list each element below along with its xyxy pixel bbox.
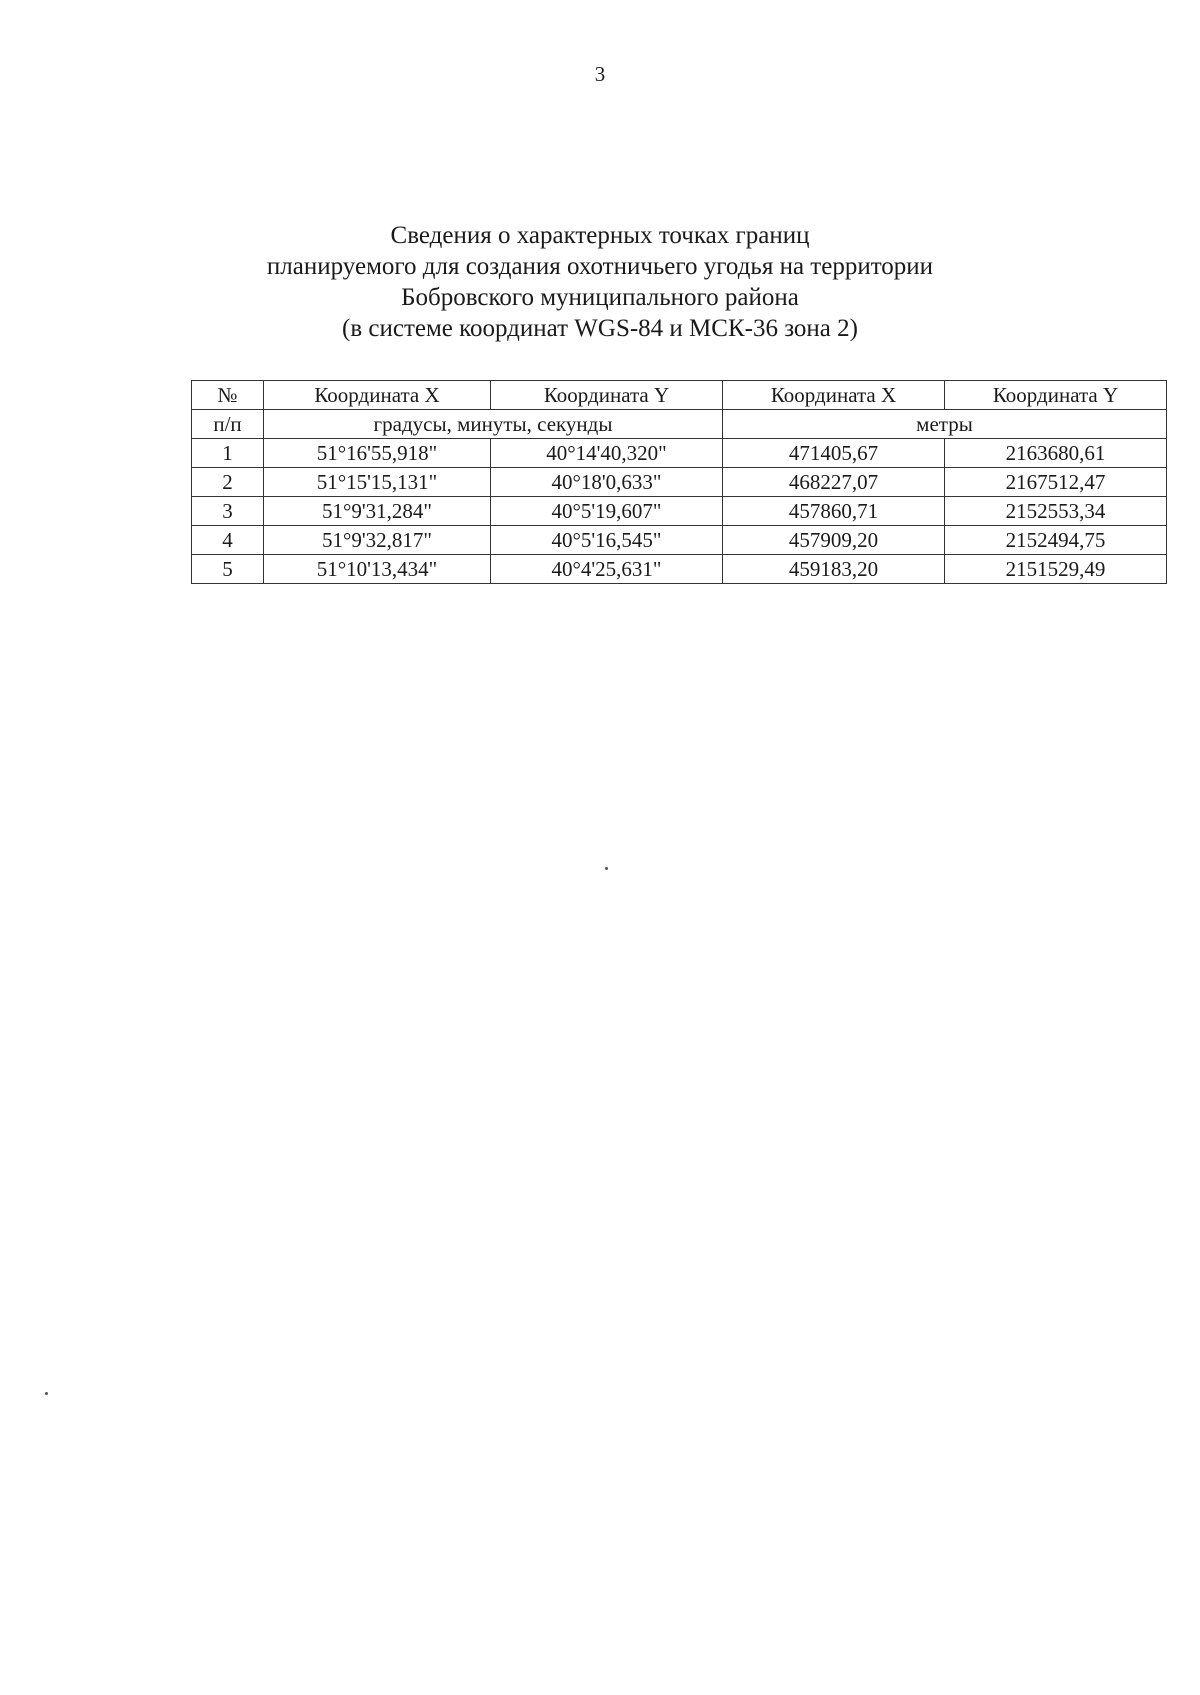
header-cell-x-m: Координата X [723,381,945,410]
cell-y-m: 2152553,34 [945,497,1167,526]
cell-y-m: 2167512,47 [945,468,1167,497]
scan-speck [605,867,608,870]
coordinates-table [191,380,1167,584]
cell-x-m: 468227,07 [723,468,945,497]
cell-y-m: 2163680,61 [945,439,1167,468]
cell-y-deg: 40°4'25,631" [491,555,723,584]
cell-x-deg: 51°16'55,918" [264,439,491,468]
heading-line-2: планируемого для создания охотничьего угодья на территории [266,253,934,280]
heading-line-3: Бобровского муниципального района [401,284,799,311]
table-units-row [192,410,1167,439]
row-number: 1 [192,439,264,468]
cell-x-deg: 51°9'31,284" [264,497,491,526]
table-row [192,497,1167,526]
table-row [192,526,1167,555]
row-number: 2 [192,468,264,497]
table-row [192,555,1167,584]
header-cell-x-deg: Координата X [264,381,491,410]
table-row [192,468,1167,497]
header-cell-pp: п/п [192,410,264,439]
header-cell-y-m: Координата Y [945,381,1167,410]
cell-y-deg: 40°5'19,607" [491,497,723,526]
cell-y-deg: 40°18'0,633" [491,468,723,497]
header-cell-y-deg: Координата Y [491,381,723,410]
row-number: 5 [192,555,264,584]
document-heading [0,220,1200,344]
cell-x-m: 457909,20 [723,526,945,555]
cell-x-deg: 51°9'32,817" [264,526,491,555]
cell-x-m: 471405,67 [723,439,945,468]
cell-y-m: 2152494,75 [945,526,1167,555]
units-cell-meters: метры [723,410,1167,439]
cell-y-deg: 40°5'16,545" [491,526,723,555]
scan-speck [45,1392,48,1395]
row-number: 4 [192,526,264,555]
heading-line-4: (в системе координат WGS-84 и МСК-36 зона 2) [342,315,858,342]
row-number: 3 [192,497,264,526]
heading-line-1: Сведения о характерных точках границ [390,222,810,249]
header-cell-number: № [192,381,264,410]
page-number: 3 [594,62,606,86]
cell-y-deg: 40°14'40,320" [491,439,723,468]
cell-y-m: 2151529,49 [945,555,1167,584]
cell-x-deg: 51°15'15,131" [264,468,491,497]
units-cell-degrees: градусы, минуты, секунды [264,410,723,439]
cell-x-deg: 51°10'13,434" [264,555,491,584]
cell-x-m: 457860,71 [723,497,945,526]
table-row [192,439,1167,468]
cell-x-m: 459183,20 [723,555,945,584]
table-header-row [192,381,1167,410]
